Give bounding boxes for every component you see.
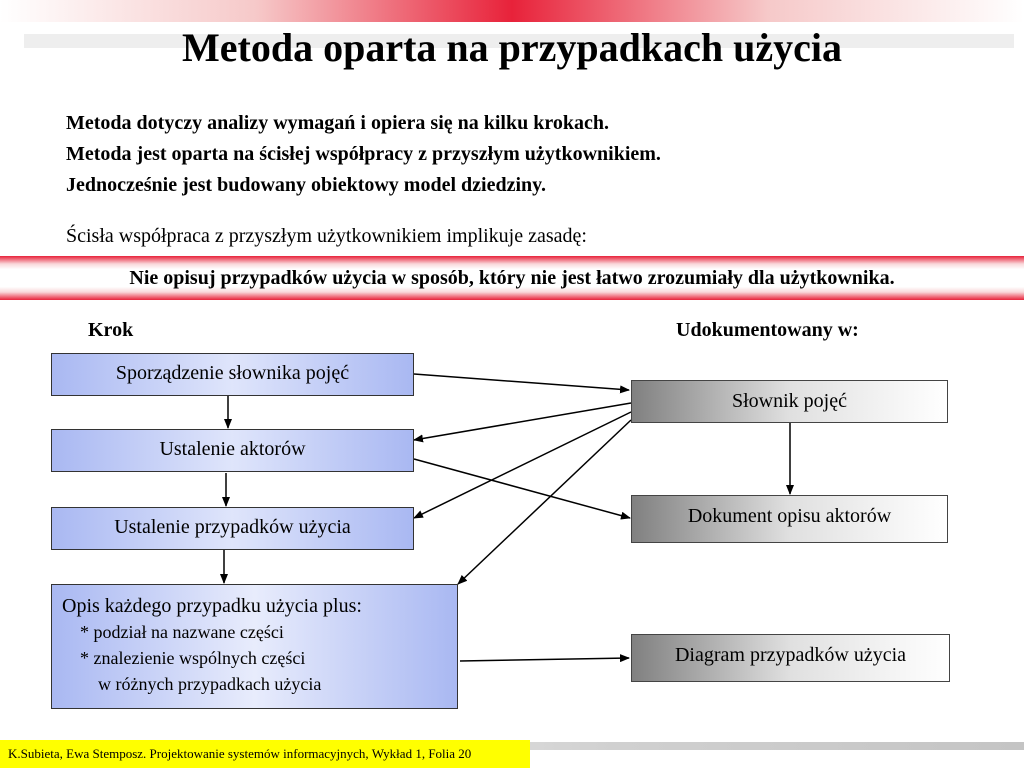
principle-text: Nie opisuj przypadków użycia w sposób, który nie jest łatwo zrozumiały dla użytkownika.: [129, 267, 895, 289]
doc-glossary: Słownik pojęć: [631, 380, 948, 423]
intro-line: Metoda dotyczy analizy wymagań i opiera się na kilku krokach.: [66, 112, 609, 134]
slide-title: Metoda oparta na przypadkach użycia: [182, 25, 842, 70]
doc-actors: Dokument opisu aktorów: [631, 495, 948, 543]
arrow-step4-to-usecase-diagram: [460, 658, 629, 661]
step-use-cases: Ustalenie przypadków użycia: [51, 507, 414, 550]
intro-line: Jednocześnie jest budowany obiektowy model dziedziny.: [66, 174, 547, 196]
principle-intro: Ścisła współpraca z przyszłym użytkownikiem implikuje zasadę:: [66, 225, 587, 247]
final-step-item: w różnych przypadkach użycia: [98, 674, 322, 694]
doc-usecase-diagram: Diagram przypadków użycia: [631, 634, 950, 682]
docs-header: Udokumentowany w:: [676, 319, 859, 341]
intro-line: Metoda jest oparta na ścisłej współpracy z przyszłym użytkownikiem.: [66, 143, 661, 165]
step-glossary: Sporządzenie słownika pojęć: [51, 353, 414, 396]
final-step-item: * znalezienie wspólnych części: [80, 648, 306, 668]
arrow-glossary-to-step2: [414, 403, 631, 440]
final-step-title: Opis każdego przypadku użycia plus:: [62, 595, 362, 617]
steps-header: Krok: [88, 319, 134, 341]
arrow-step2-to-actors-doc: [414, 459, 630, 518]
step-actors: Ustalenie aktorów: [51, 429, 414, 472]
step-describe-use-cases: [51, 584, 458, 709]
final-step-item: * podział na nazwane części: [80, 622, 284, 642]
arrow-glossary-to-step3: [414, 412, 631, 518]
arrow-glossary-to-step4: [458, 420, 631, 584]
footer-citation: K.Subieta, Ewa Stemposz. Projektowanie systemów informacyjnych, Wykład 1, Folia 20: [0, 740, 530, 768]
arrow-step1-to-glossary: [414, 374, 629, 390]
